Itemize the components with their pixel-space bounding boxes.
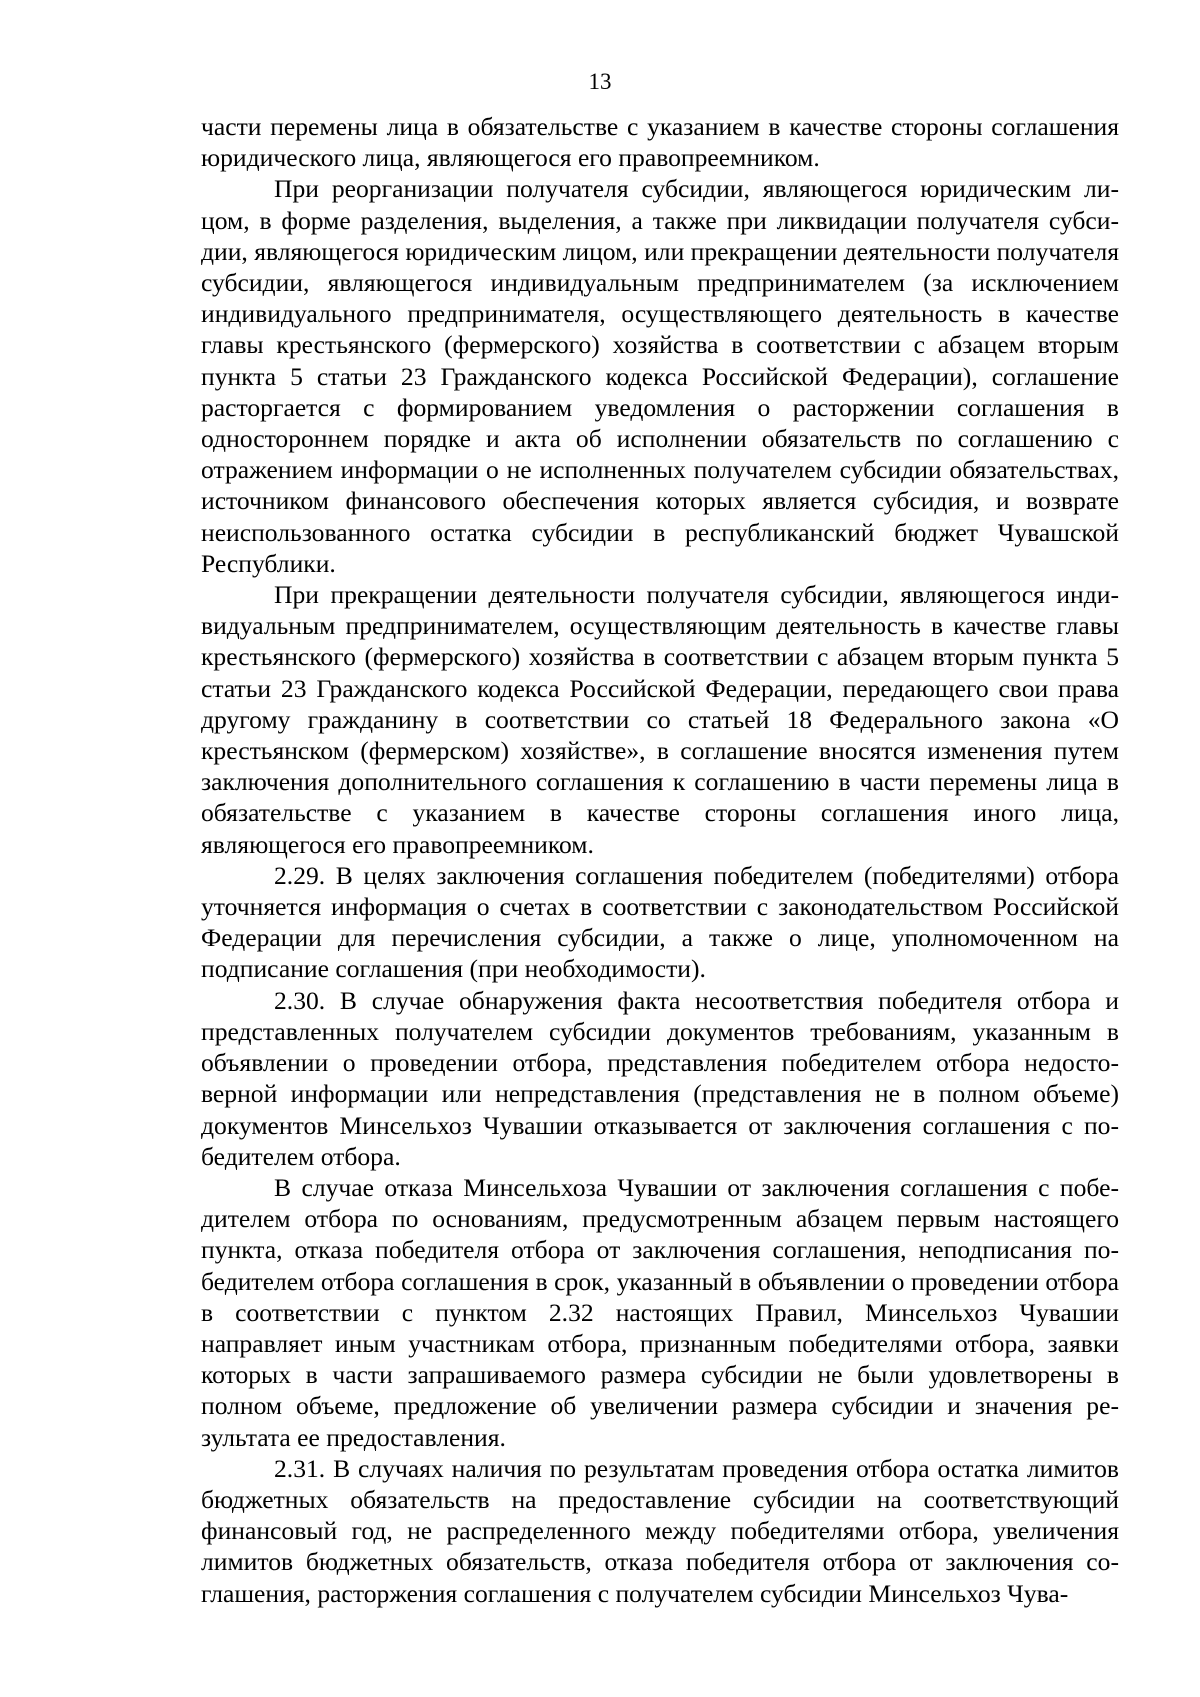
paragraph: При прекращении деятельности получателя субсидии, являющегося индивидуальным предпринимателем, осуществляющим деятельность в качестве главы крестьянского (фермерского) хозяйства в соответствии с абзацем вторым пункта 5 статьи 23 Гражданского кодекса Российской Федерации, передающего свои права другому гражданину в соответствии со статьей 18 Федерального закона «О крестьянском (фермерском) хозяйстве», в соглашение вносятся изменения путем заключения дополнительного соглашения к соглашению в части перемены лица в обязательстве с указанием в качестве стороны соглашения иного лица, являющегося его правопреемником. [201,580,1119,859]
paragraph-continued: части перемены лица в обязательстве с указанием в качестве стороны соглашения юридического лица, являющегося его правопреемником. [201,112,1119,173]
paragraph: При реорганизации получателя субсидии, являющегося юридическим лицом, в форме разделения, выделения, а также при ликвидации получателя субсидии, являющегося юридическим лицом, или прекращении деятельности получателя субсидии, являющегося индивидуальным предпринимателем (за исключением индивидуального предпринимателя, осуществляющего деятельность в качестве главы крестьянского (фермерского) хозяйства в соответствии с абзацем вторым пункта 5 статьи 23 Гражданского кодекса Российской Федерации), соглашение расторгается с формированием уведомления о расторжении соглашения в одностороннем порядке и акта об исполнении обязательств по соглашению с отражением информации о не исполненных получателем субсидии обязательствах, источником финансового обеспечения которых является субсидия, и возврате неиспользованного остатка субсидии в республиканский бюджет Чувашской Республики. [201,174,1119,578]
paragraph-clause-2-31: 2.31. В случаях наличия по результатам проведения отбора остатка лимитов бюджетных обязательств на предоставление субсидии на соответствующий финансовый год, не распределенного между победителями отбора, увеличения лимитов бюджетных обязательств, отказа победителя отбора от заключения соглашения, расторжения соглашения с получателем субсидии Минсельхоз Чува- [201,1453,1119,1608]
paragraph-clause-2-29: 2.29. В целях заключения соглашения победителем (победителями) отбора уточняется информация о счетах в соответствии с законодательством Российской Федерации для перечисления субсидии, а также о лице, уполномоченном на подписание соглашения (при необходимости). [201,860,1119,984]
page-number: 13 [588,69,612,94]
document-body [201,111,1119,1609]
paragraph-clause-2-30: 2.30. В случае обнаружения факта несоответствия победителя отбора и представленных получателем субсидии документов требованиям, указанным в объявлении о проведении отбора, представления победителем отбора недостоверной информации или непредставления (представления не в полном объеме) документов Минсельхоз Чувашии отказывается от заключения соглашения с победителем отбора. [201,985,1119,1171]
paragraph: В случае отказа Минсельхоза Чувашии от заключения соглашения с победителем отбора по основаниям, предусмотренным абзацем первым настоящего пункта, отказа победителя отбора от заключения соглашения, неподписания победителем отбора соглашения в срок, указанный в объявлении о проведении отбора в соответствии с пунктом 2.32 настоящих Правил, Минсельхоз Чувашии направляет иным участникам отбора, признанным победителями отбора, заявки которых в части запрашиваемого размера субсидии не были удовлетворены в полном объеме, предложение об увеличении размера субсидии и значения результата ее предоставления. [201,1172,1119,1452]
